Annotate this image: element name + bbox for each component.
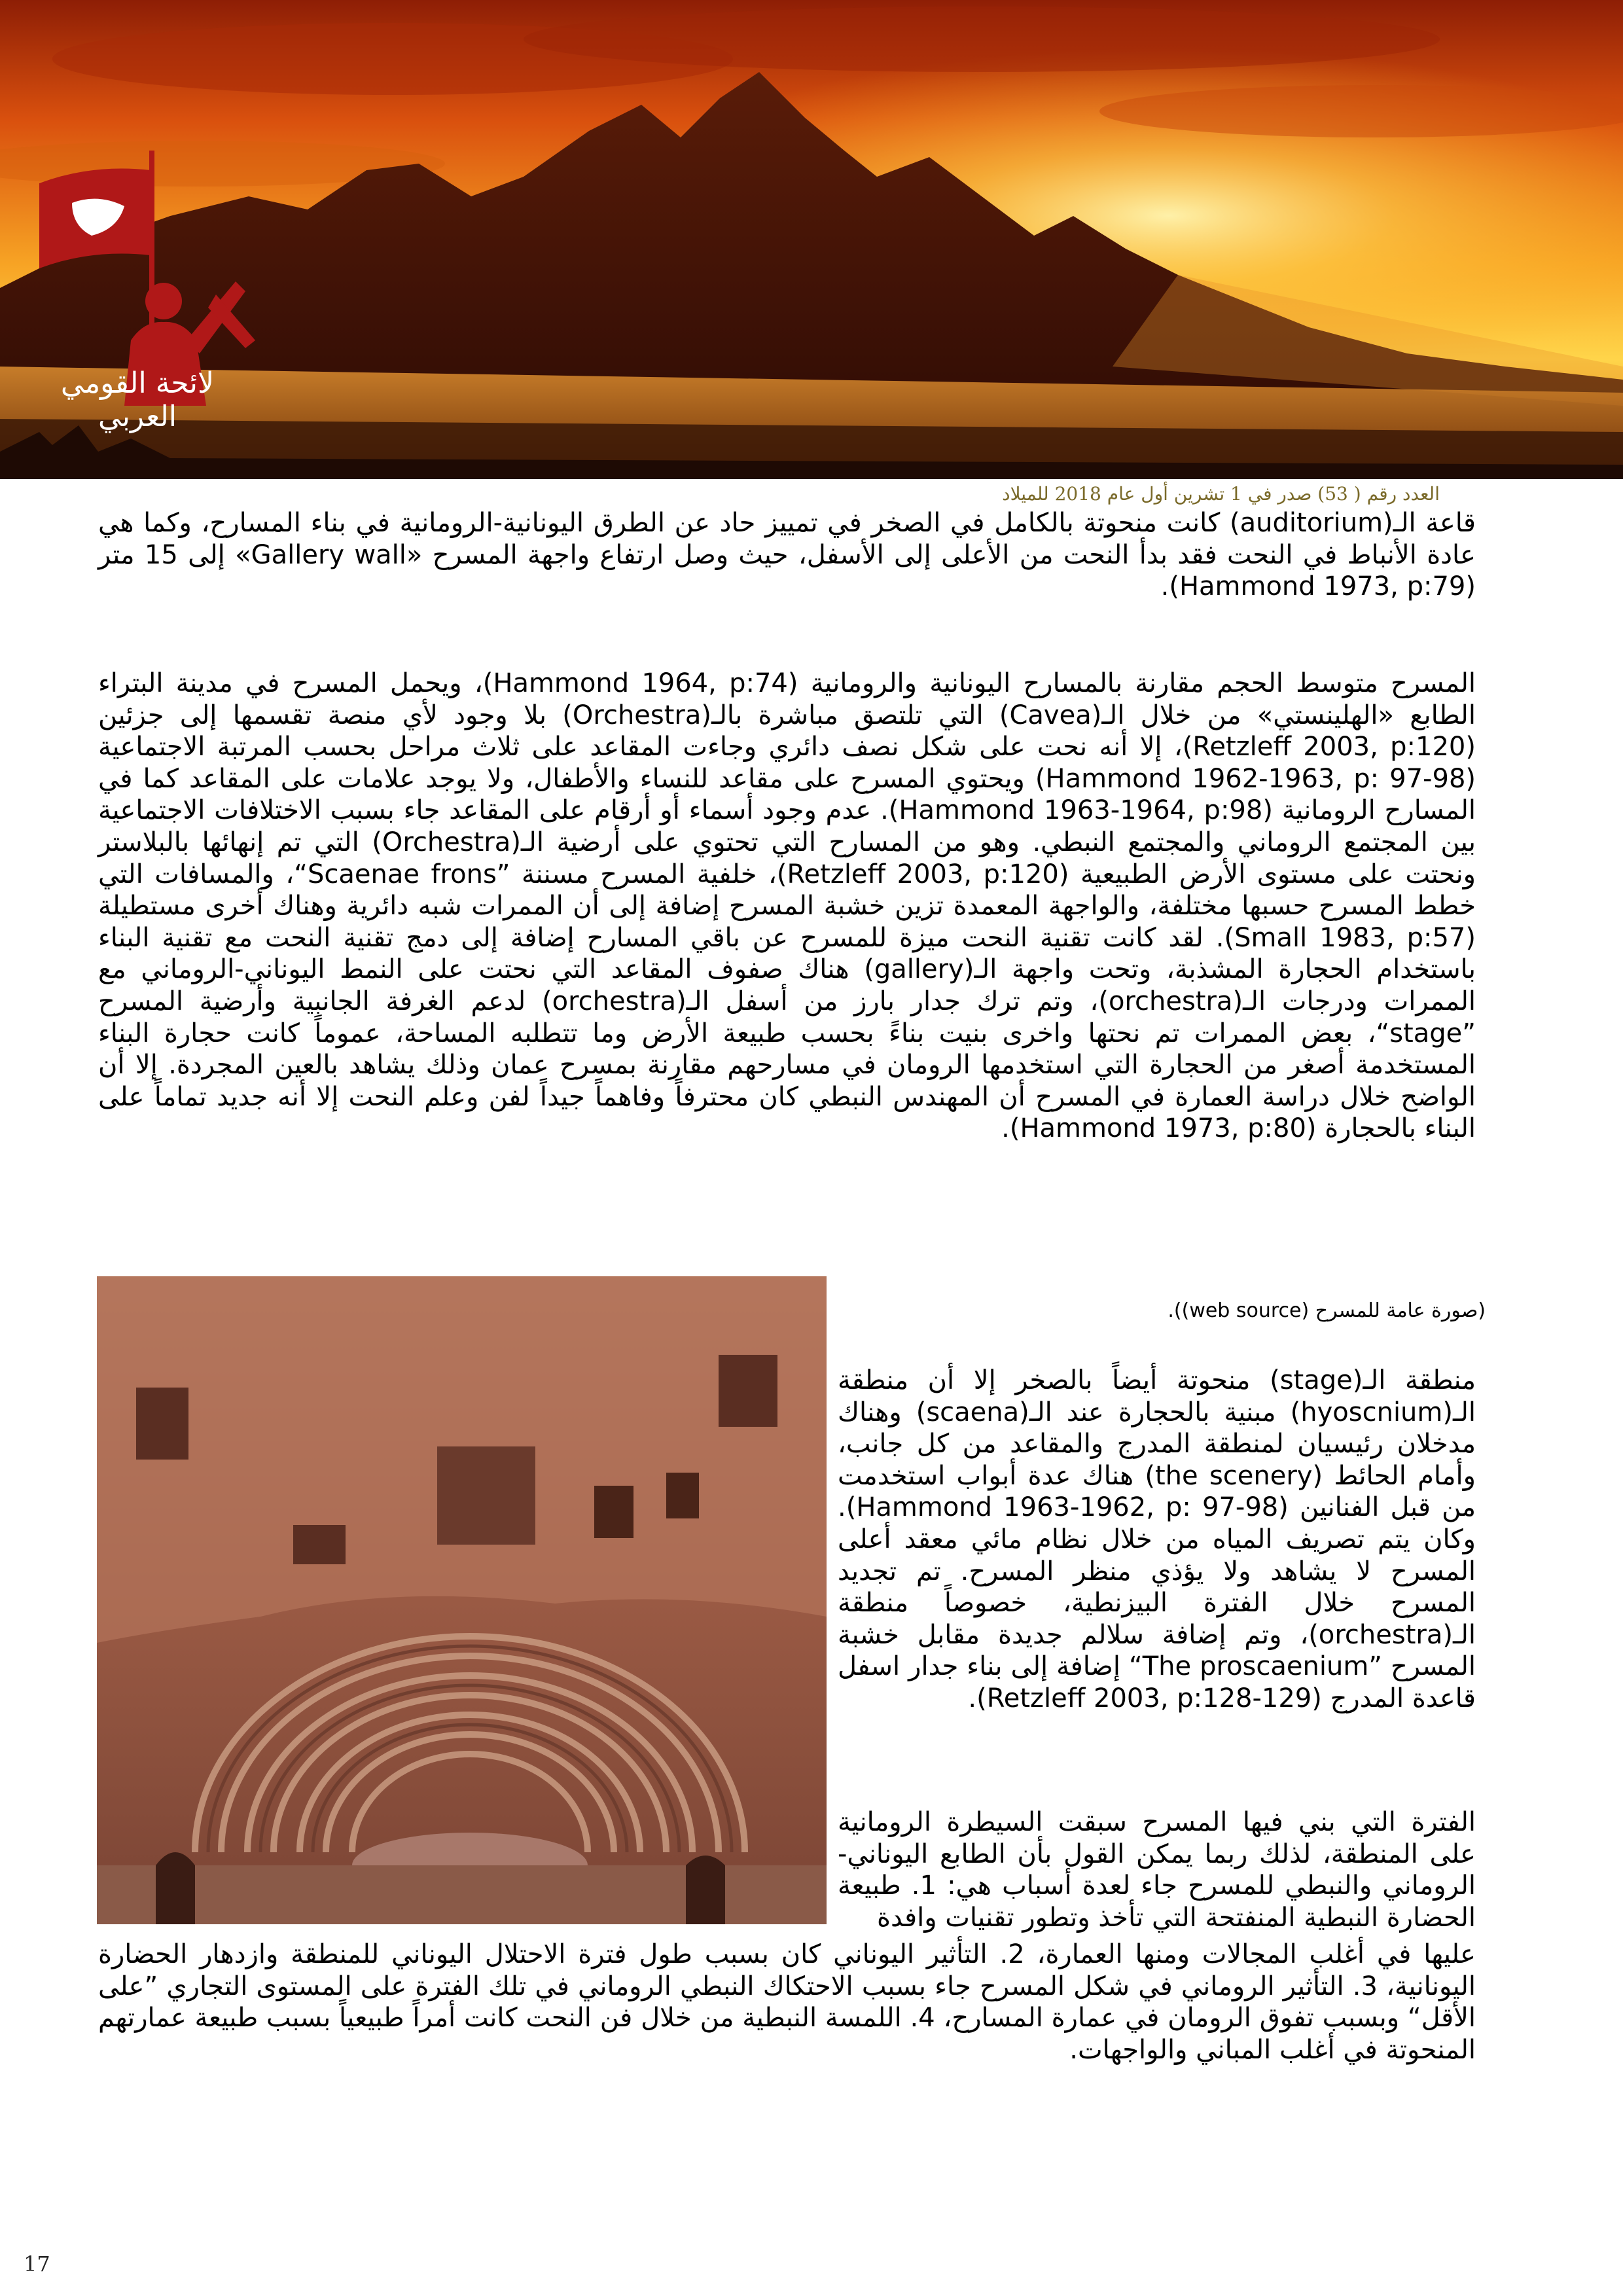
paragraph-stage: منطقة الـ(stage) منحوتة أيضاً بالصخر إلا أن منطقة الـ(hyoscnium) مبنية بالحجارة عند الـ(scaena) وهناك مدخلان رئيسيان لمنطقة المدرج والمقاعد من كل جانب، وأمام الحائط (the scenery) هناك عدة أبواب استخدمت من قبل الفنانين (Hammond 1963-1962, p: 97-98). وكان يتم تصريف المياه من خلال نظام مائي معقد أعلى المسرح لا يشاهد ولا يؤذي منظر المسرح. تم تجديد المسرح خلال الفترة البيزنطية، خصوصاً منطقة الـ(orchestra)، وتم إضافة سلالم جديدة مقابل خشبة المسرح ”The proscaenium“ إضافة إلى بناء جدار اسفل قاعدة المدرج (Retzleff 2003, p:128-129).	[838, 1365, 1476, 1713]
paragraph-period-start: الفترة التي بني فيها المسرح سبقت السيطرة الرومانية على المنطقة، لذلك ربما يمكن القول بأن الطابع اليوناني-الروماني والنبطي للمسرح جاء لعدة أسباب هي: 1. طبيعة الحضارة النبطية المنفتحة التي تأخذ وتطور تقنيات وافدة	[838, 1807, 1476, 1933]
photo-caption: (صورة عامة للمسرح (web source)).	[1168, 1299, 1486, 1322]
paragraph-period-end: عليها في أغلب المجالات ومنها العمارة، 2. التأثير اليوناني كان بسبب طول فترة الاحتلال اليوناني للمنطقة وازدهار الحضارة اليونانية، 3. التأثير الروماني في شكل المسرح جاء بسبب الاحتكاك النبطي الروماني في تلك الفترة على المستوى التجاري ”على الأقل“ وبسبب تفوق الرومان في عمارة المسارح، 4. اللمسة النبطية من خلال فن النحت كانت أمراً طبيعياً بسبب طبيعة عمارتهم المنحوتة في أغلب المباني والواجهات.	[98, 1939, 1476, 2065]
paragraph-auditorium: قاعة الـ(auditorium) كانت منحوتة بالكامل في الصخر في تمييز حاد عن الطرق اليونانية-الرومانية في بناء المسارح، وكما هي عادة الأنباط في النحت فقد بدأ النحت من الأعلى إلى الأسفل، حيث وصل ارتفاع واجهة المسرح «Gallery wall» إلى 15 متر (Hammond 1973, p:79).	[98, 508, 1476, 602]
paragraph-theatre-size: المسرح متوسط الحجم مقارنة بالمسارح اليونانية والرومانية (Hammond 1964, p:74)، ويحمل المسرح في مدينة البتراء الطابع «الهلينستي» من خلال الـ(Cavea) التي تلتصق مباشرة بالـ(Orchestra) بلا وجود لأي منصة تقسمها إلى جزئين (Retzleff 2003, p:120)، إلا أنه نحت على شكل نصف دائري وجاءت المقاعد على ثلاث مراحل بحسب المرتبة الاجتماعية (Hammond 1962-1963, p: 97-98) ويحتوي المسرح على مقاعد للنساء والأطفال، ولا يوجد علامات على المقاعد كما في المسارح الرومانية (Hammond 1963-1964, p:98). عدم وجود أسماء أو أرقام على المقاعد جاء بسبب الاختلافات الاجتماعية بين المجتمع الروماني والمجتمع النبطي. وهو من المسارح التي تحتوي على أرضية الـ(Orchestra) التي تم إنهائها بالبلاستر ونحتت على مستوى الأرض الطبيعية (Retzleff 2003, p:120)، خلفية المسرح مسننة ”Scaenae frons“، والمسافات التي خطط المسرح حسبها مختلفة، والواجهة المعمدة تزين خشبة المسرح إضافة إلى أن الممرات شبه دائرية وهناك أخرى مستطيلة (Small 1983, p:57). لقد كانت تقنية النحت ميزة للمسرح عن باقي المسارح إضافة إلى دمج تقنية النحت مع تقنية البناء باستخدام الحجارة المشذبة، وتحت واجهة الـ(gallery) هناك صفوف المقاعد التي نحتت على النمط اليوناني-الروماني مع الممرات ودرجات الـ(orchestra)، وتم ترك جدار بارز من أسفل الـ(orchestra) لدعم الغرفة الجانبية وأرضية المسرح ”stage“، بعض الممرات تم نحتها واخرى بنيت بناءً بحسب طبيعة الأرض وما تتطلبه المساحة، عموماً كانت حجارة البناء المستخدمة أصغر من الحجارة التي استخدمها الرومان في مسارحهم مقارنة بمسرح عمان وذلك يشاهد بالعين المجردة. إلا أن الواضح خلال دراسة العمارة في المسرح أن المهندس النبطي كان محترفاً وفاهماً جيداً لفن وعلم النحت إلا أنه جديد تماماً على البناء بالحجارة (Hammond 1973, p:80).	[98, 668, 1476, 1144]
header-banner	[0, 0, 1623, 479]
page-number: 17	[24, 2251, 50, 2276]
theatre-photo	[97, 1276, 827, 1924]
petra-theatre-image	[97, 1276, 827, 1924]
issue-line: العدد رقم ( 53) صدر في 1 تشرين أول عام 2018 للميلاد	[1002, 483, 1440, 505]
logo-text: لائحة القومي العربي	[60, 367, 215, 433]
